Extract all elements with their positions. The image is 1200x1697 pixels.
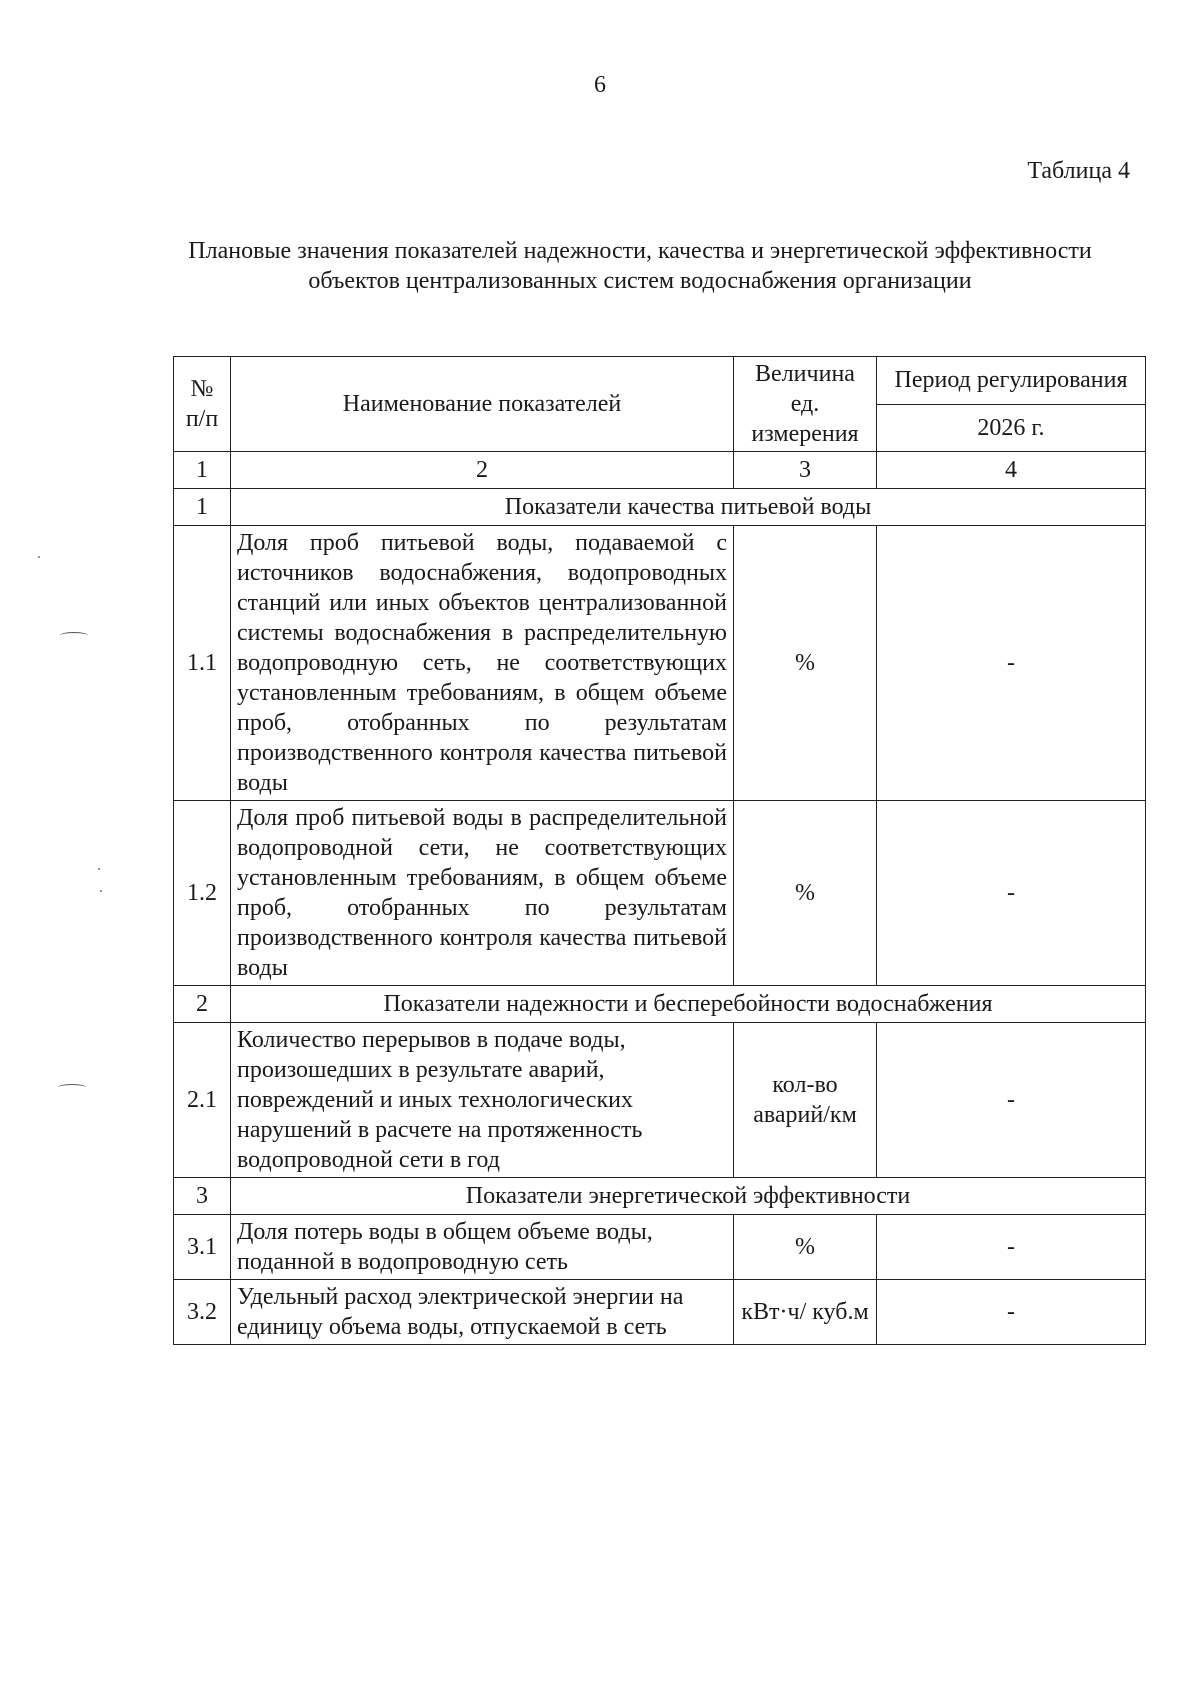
row-number: 2.1 <box>174 1023 231 1178</box>
indicator-name: Доля потерь воды в общем объеме воды, поданной в водопроводную сеть <box>231 1215 734 1280</box>
table-row <box>174 1215 1146 1280</box>
unit-value: кВт·ч/ куб.м <box>734 1280 877 1345</box>
column-number: 1 <box>174 452 231 489</box>
unit-value: % <box>734 801 877 986</box>
column-number-row <box>174 452 1146 489</box>
section-row <box>174 489 1146 526</box>
table-row <box>174 1280 1146 1345</box>
row-number: 1.1 <box>174 526 231 801</box>
header-year: 2026 г. <box>877 404 1146 452</box>
period-value: - <box>877 801 1146 986</box>
indicators-table <box>173 356 1146 1345</box>
indicator-name: Доля проб питьевой воды в распределительной водопроводной сети, не соответствующих установленным требованиям, в общем объеме проб, отобранных по результатам производственного контроля качества питьевой воды <box>231 801 734 986</box>
row-number: 3.1 <box>174 1215 231 1280</box>
unit-value: % <box>734 526 877 801</box>
indicator-name: Доля проб питьевой воды, подаваемой с источников водоснабжения, водопроводных станций или иных объектов централизованной системы водоснабжения в распределительную водопроводную сеть, не соответствующих установленным требованиям, в общем объеме проб, отобранных по результатам производственного контроля качества питьевой воды <box>231 526 734 801</box>
table-row <box>174 801 1146 986</box>
header-unit: Величина ед. измерения <box>734 357 877 452</box>
header-name: Наименование показателей <box>231 357 734 452</box>
section-number: 2 <box>174 986 231 1023</box>
unit-value: % <box>734 1215 877 1280</box>
section-title: Показатели надежности и бесперебойности водоснабжения <box>231 986 1146 1023</box>
table-row <box>174 526 1146 801</box>
header-period: Период регулирования <box>877 357 1146 405</box>
indicator-name: Удельный расход электрической энергии на единицу объема воды, отпускаемой в сеть <box>231 1280 734 1345</box>
table-row <box>174 1023 1146 1178</box>
scan-artifact <box>38 556 40 558</box>
document-title: Плановые значения показателей надежности, качества и энергетической эффективности объектов централизованных систем водоснабжения организации <box>188 238 1092 294</box>
scan-artifact <box>60 632 88 639</box>
row-number: 3.2 <box>174 1280 231 1345</box>
page-number: 6 <box>594 72 606 98</box>
column-number: 2 <box>231 452 734 489</box>
header-num: № п/п <box>174 357 231 452</box>
scan-artifact <box>98 868 100 870</box>
table-label: Таблица 4 <box>1027 158 1130 184</box>
scan-artifact <box>100 890 102 892</box>
section-title: Показатели качества питьевой воды <box>231 489 1146 526</box>
scan-artifact <box>58 1084 86 1091</box>
unit-value: кол-во аварий/км <box>734 1023 877 1178</box>
period-value: - <box>877 1215 1146 1280</box>
indicator-name: Количество перерывов в подаче воды, произошедших в результате аварий, повреждений и иных технологических нарушений в расчете на протяженность водопроводной сети в год <box>231 1023 734 1178</box>
period-value: - <box>877 1023 1146 1178</box>
section-number: 3 <box>174 1178 231 1215</box>
section-row <box>174 1178 1146 1215</box>
period-value: - <box>877 1280 1146 1345</box>
column-number: 3 <box>734 452 877 489</box>
period-value: - <box>877 526 1146 801</box>
column-number: 4 <box>877 452 1146 489</box>
section-number: 1 <box>174 489 231 526</box>
section-title: Показатели энергетической эффективности <box>231 1178 1146 1215</box>
row-number: 1.2 <box>174 801 231 986</box>
section-row <box>174 986 1146 1023</box>
